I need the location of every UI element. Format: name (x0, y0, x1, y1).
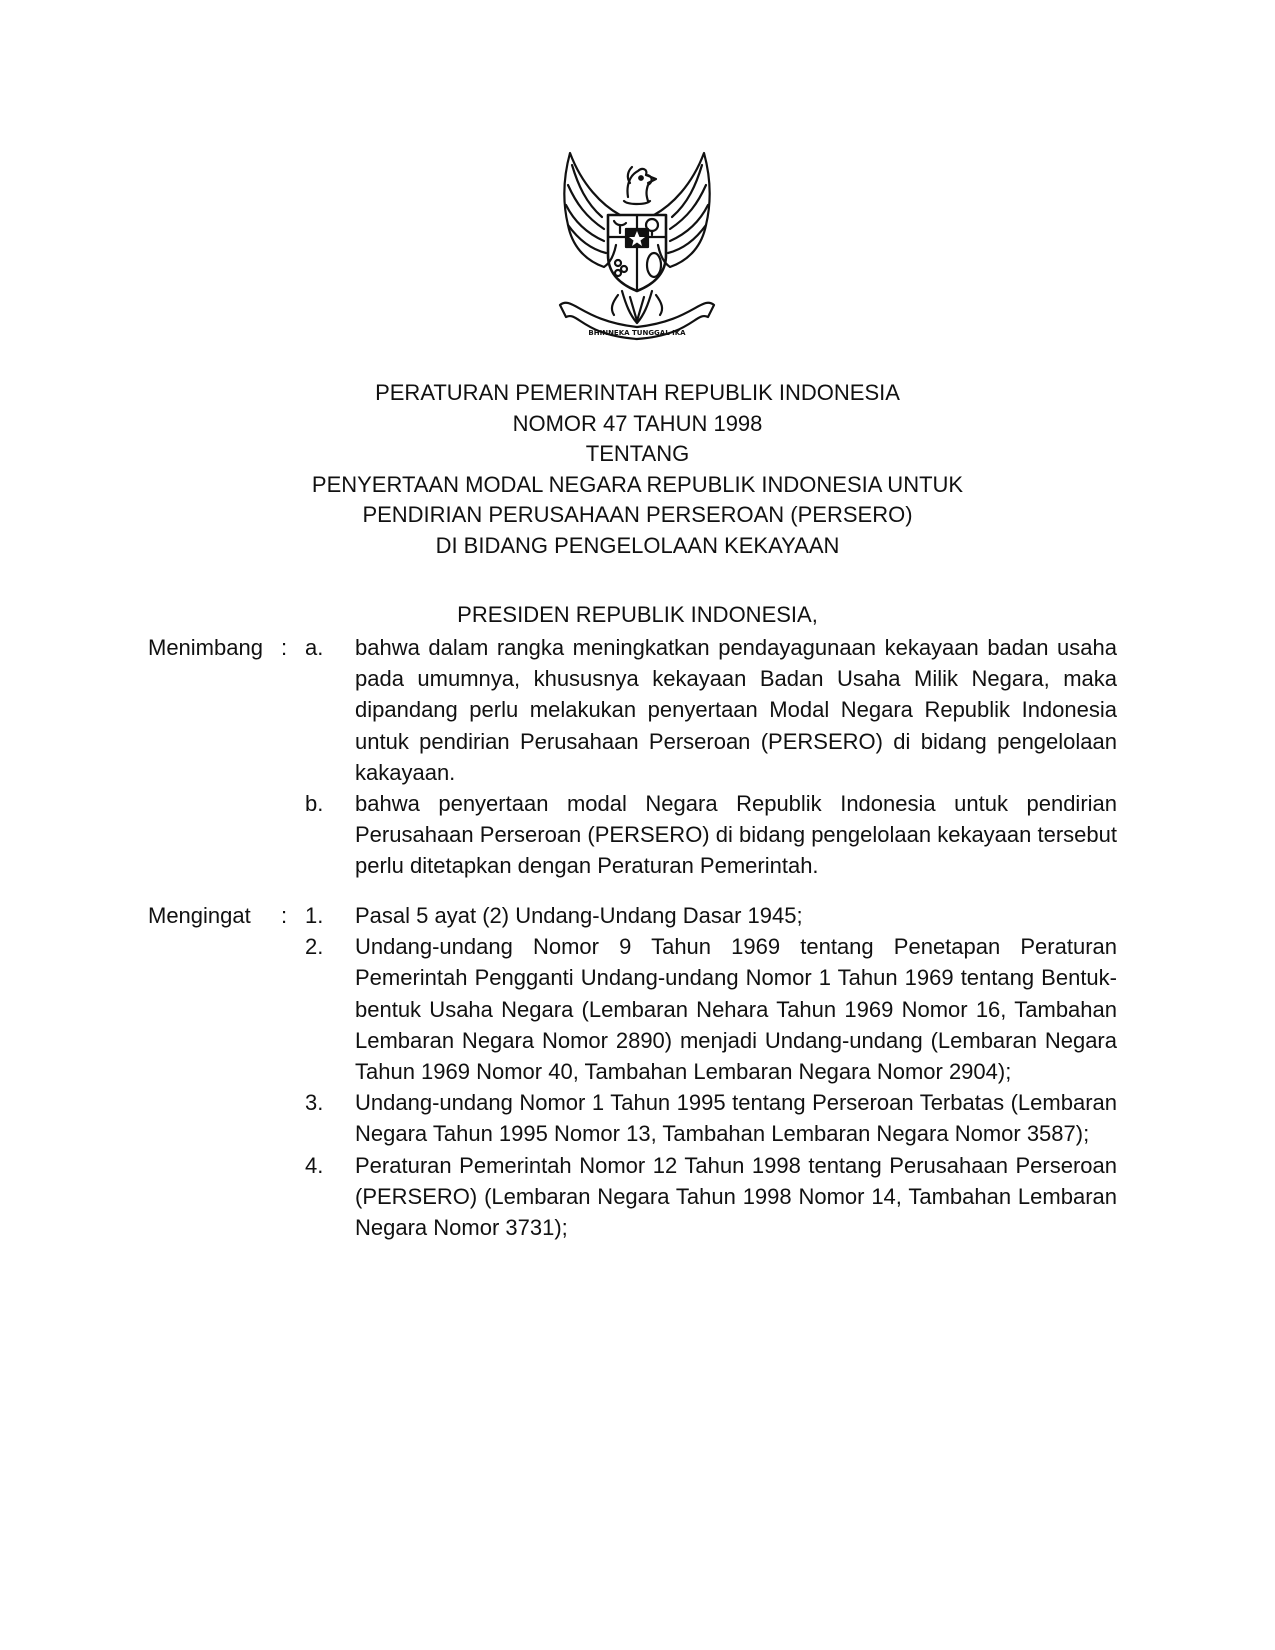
heading-line: PERATURAN PEMERINTAH REPUBLIK INDONESIA (375, 380, 900, 405)
item-text: Undang-undang Nomor 9 Tahun 1969 tentang Penetapan Peraturan Pemerintah Pengganti Undang-undang Nomor 1 Tahun 1969 tentang Bentuk-bentuk Usaha Negara (Lembaran Nehara Tahun 1969 Nomor 16, Tambahan Lembaran Negara Nomor 2890) menjadi Undang-undang (Lembaran Negara Tahun 1969 Nomor 40, Tambahan Lembaran Negara Nomor 2904); (355, 934, 1117, 1085)
garuda-emblem (542, 145, 732, 345)
item-marker: 1. (305, 903, 324, 928)
item-marker: b. (305, 791, 324, 817)
list-item (0, 931, 1275, 1087)
section-label: Mengingat (148, 903, 251, 928)
section-colon: : (281, 903, 288, 928)
item-text: bahwa dalam rangka meningkatkan pendayagunaan kekayaan badan usaha pada umumnya, khususnya kekayaan Badan Usaha Milik Negara, maka dipandang perlu melakukan penyertaan Modal Negara Republik Indonesia untuk pendirian Perusahaan Perseroan (PERSERO) di bidang pengelolaan kakayaan. (355, 635, 1117, 785)
item-marker: 2. (305, 934, 324, 960)
menimbang-section (0, 632, 1275, 882)
heading-line: DI BIDANG PENGELOLAAN KEKAYAAN (435, 532, 840, 558)
emblem-motto: BHINNEKA TUNGGAL IKA (588, 329, 686, 337)
list-item (0, 900, 1275, 931)
heading-line: TENTANG (585, 441, 690, 466)
list-item (0, 632, 1275, 788)
item-marker: 4. (305, 1152, 324, 1178)
section-colon: : (281, 635, 288, 660)
document-heading (0, 378, 1275, 561)
garuda-pancasila-icon (542, 145, 732, 345)
heading-line: PENDIRIAN PERUSAHAAN PERSEROAN (PERSERO) (362, 502, 913, 527)
item-text: Pasal 5 ayat (2) Undang-Undang Dasar 1945; (355, 903, 803, 928)
list-item (0, 1087, 1275, 1149)
item-text: Undang-undang Nomor 1 Tahun 1995 tentang Perseroan Terbatas (Lembaran Negara Tahun 1995 Nomor 13, Tambahan Lembaran Negara Nomor 3587); (355, 1090, 1117, 1147)
heading-line: NOMOR 47 TAHUN 1998 (512, 410, 763, 436)
item-text: Peraturan Pemerintah Nomor 12 Tahun 1998 tentang Perusahaan Perseroan (PERSERO) (Lembaran Negara Tahun 1998 Nomor 14, Tambahan Lembaran Negara Nomor 3731); (355, 1152, 1117, 1241)
item-marker: a. (305, 635, 324, 660)
item-marker: 3. (305, 1090, 324, 1116)
heading-line: PENYERTAAN MODAL NEGARA REPUBLIK INDONESIA UNTUK (311, 471, 964, 497)
list-item (0, 1150, 1275, 1244)
list-item (0, 788, 1275, 882)
president-heading: PRESIDEN REPUBLIK INDONESIA, (457, 602, 818, 627)
mengingat-section (0, 900, 1275, 1243)
section-label: Menimbang (148, 635, 263, 660)
item-text: bahwa penyertaan modal Negara Republik Indonesia untuk pendirian Perusahaan Perseroan (PERSERO) di bidang pengelolaan kekayaan tersebut perlu ditetapkan dengan Peraturan Pemerintah. (355, 791, 1117, 879)
